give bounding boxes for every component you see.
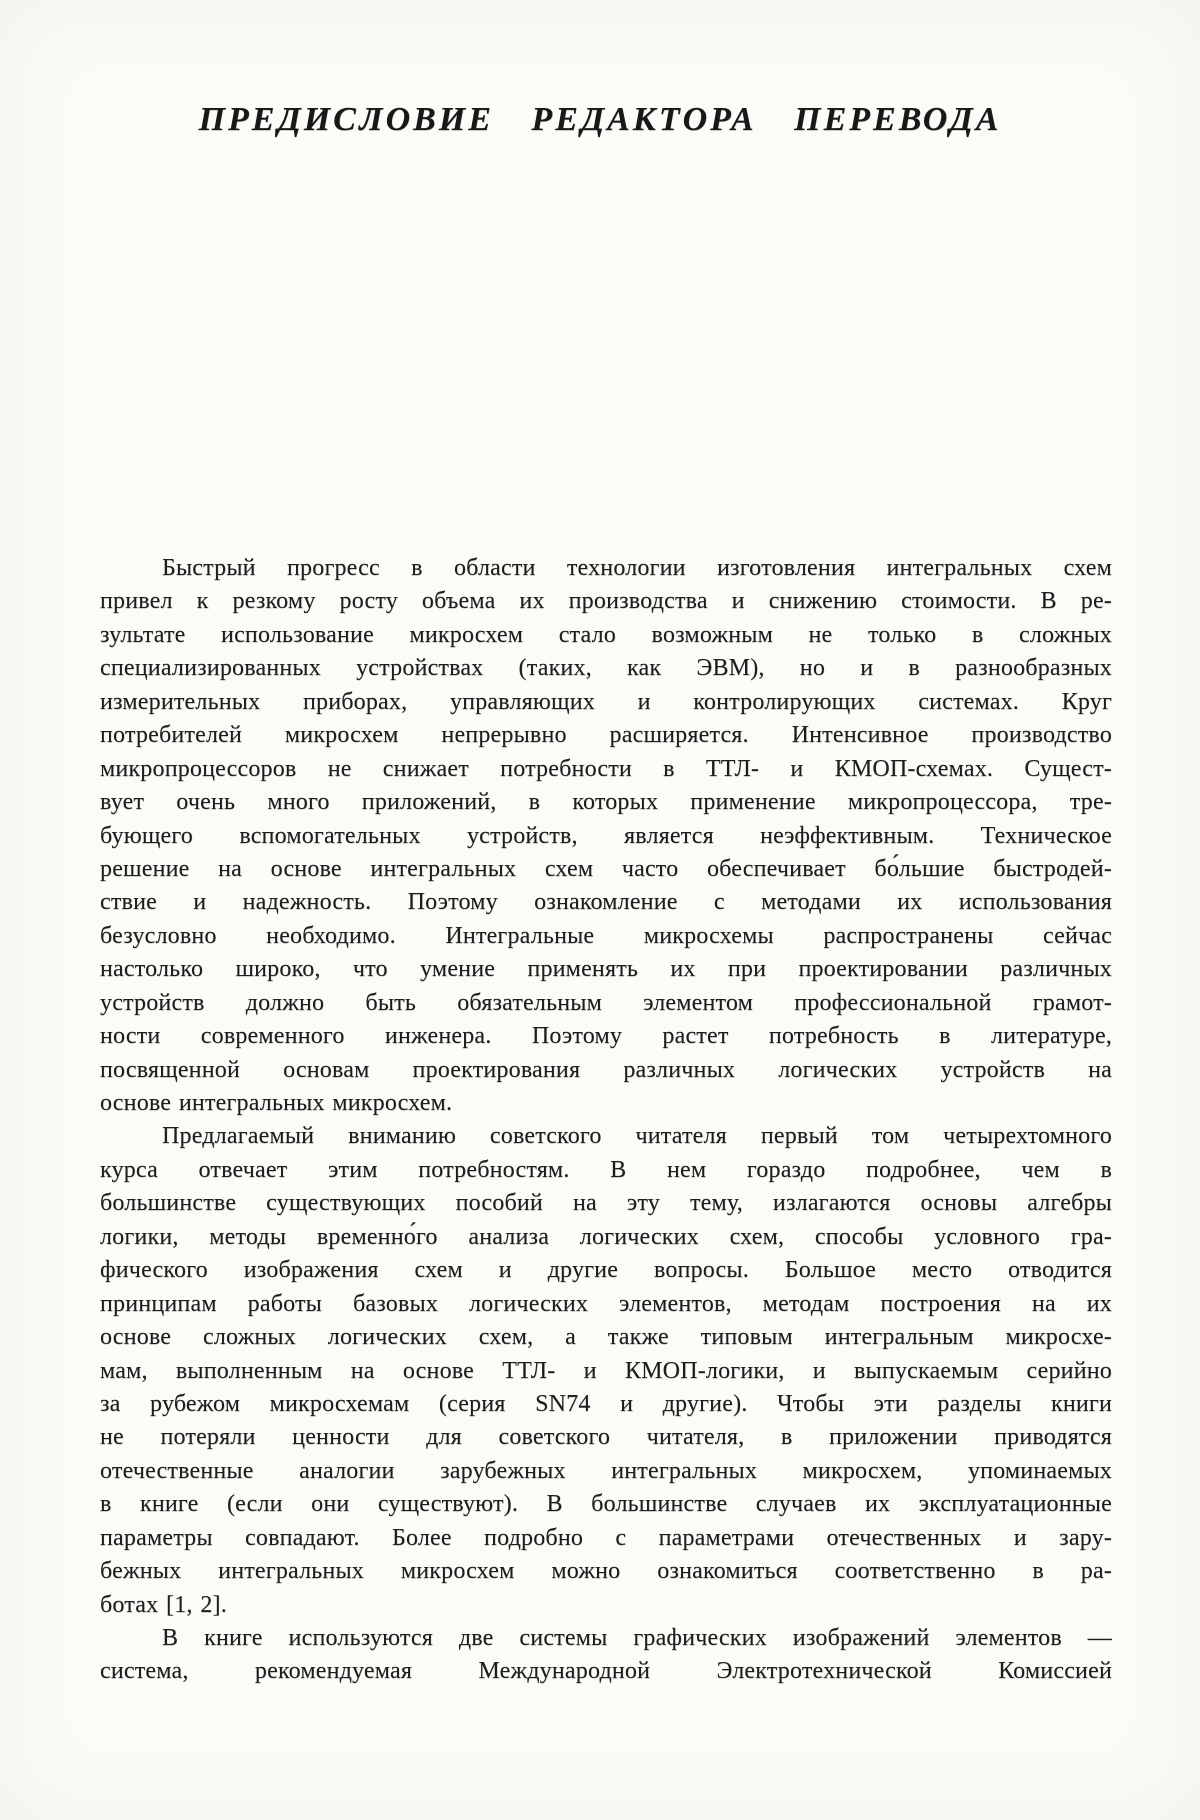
text-line: потребителей микросхем непрерывно расширяется. Интенсивное производство [100,722,1112,749]
text-line: не потеряли ценности для советского читателя, в приложении приводятся [100,1424,1112,1451]
text-line: логики, методы временно́го анализа логических схем, способы условного гра- [100,1223,1112,1250]
paragraph [100,1622,1112,1689]
text-line: параметры совпадают. Более подробно с параметрами отечественных и зару- [100,1524,1112,1551]
text-line: измерительных приборах, управляющих и контролирующих системах. Круг [100,688,1112,715]
text-line: основе интегральных микросхем. [100,1090,453,1116]
paragraph [100,1120,1112,1622]
text-line: ствие и надежность. Поэтому ознакомление с методами их использования [100,889,1112,916]
text-line: бежных интегральных микросхем можно ознакомиться соответственно в ра- [100,1558,1112,1585]
text-line: за рубежом микросхемам (серия SN74 и другие). Чтобы эти разделы книги [100,1390,1112,1417]
text-line: ботах [1, 2]. [100,1591,227,1618]
text-line: отечественные аналогии зарубежных интегральных микросхем, упоминаемых [100,1457,1112,1484]
text-line: ности современного инженера. Поэтому растет потребность в литературе, [100,1023,1112,1050]
text-line: настолько широко, что умение применять их при проектировании различных [100,956,1112,983]
text-line: большинстве существующих пособий на эту тему, излагаются основы алгебры [100,1190,1112,1217]
text-line: Быстрый прогресс в области технологии изготовления интегральных схем [162,555,1112,581]
text-line: В книге используются две системы графических изображений элементов — [162,1625,1112,1651]
text-line: система, рекомендуемая Международной Электротехнической Комиссией [100,1658,1112,1685]
body-text [100,552,1112,1689]
text-line: привел к резкому росту объема их производства и снижению стоимости. В ре- [100,588,1112,615]
text-line: устройств должно быть обязательным элементом профессиональной грамот- [100,989,1112,1016]
text-line: курса отвечает этим потребностям. В нем гораздо подробнее, чем в [100,1156,1112,1183]
text-line: решение на основе интегральных схем часто обеспечивает бо́льшие быстродей- [100,855,1112,882]
text-line: посвященной основам проектирования различных логических устройств на [100,1056,1112,1083]
text-line: микропроцессоров не снижает потребности в ТТЛ- и КМОП-схемах. Сущест- [100,755,1112,782]
text-line: специализированных устройствах (таких, как ЭВМ), но и в разнообразных [100,655,1112,682]
text-line: в книге (если они существуют). В большинстве случаев их эксплуатационные [100,1491,1112,1518]
text-line: вует очень много приложений, в которых применение микропроцессора, тре- [100,789,1112,816]
text-line: Предлагаемый вниманию советского читателя первый том четырехтомного [162,1123,1112,1150]
text-line: основе сложных логических схем, а также типовым интегральным микросхе- [100,1324,1112,1351]
text-line: мам, выполненным на основе ТТЛ- и КМОП-логики, и выпускаемым серийно [100,1357,1112,1384]
text-line: зультате использование микросхем стало возможным не только в сложных [100,621,1112,648]
text-line: фического изображения схем и другие вопросы. Большое место отводится [100,1257,1112,1284]
page-title: ПРЕДИСЛОВИЕ РЕДАКТОРА ПЕРЕВОДА [198,101,1002,138]
text-line: принципам работы базовых логических элементов, методам построения на их [100,1290,1112,1317]
text-line: безусловно необходимо. Интегральные микросхемы распространены сейчас [100,922,1112,949]
text-line: бующего вспомогательных устройств, является неэффективным. Техническое [100,822,1112,849]
paragraph [100,552,1112,1120]
